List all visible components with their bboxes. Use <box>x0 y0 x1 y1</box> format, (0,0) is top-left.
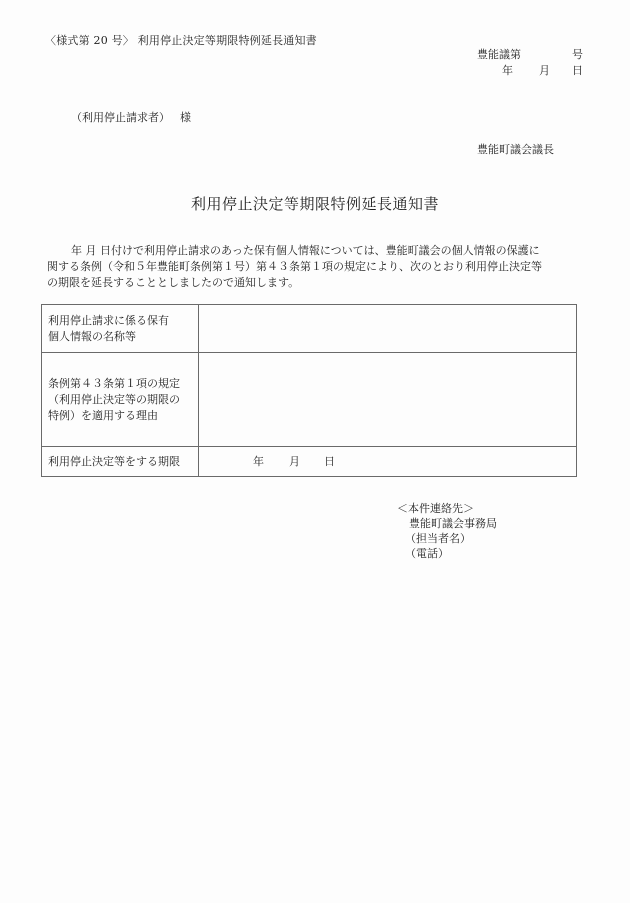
form-label: 〈様式第 20 号〉 利用停止決定等期限特例延長通知書 <box>45 34 317 47</box>
addressee-honorific: 様 <box>180 111 191 124</box>
contact-office: 豊能町議会事務局 <box>409 517 497 530</box>
body-line: 年 月 日付けで利用停止請求のあった保有個人情報については、豊能町議会の個人情報の保護に <box>71 244 540 257</box>
info-table <box>41 304 577 477</box>
sender: 豊能町議会議長 <box>477 143 554 156</box>
deadline-month: 月 <box>289 454 300 468</box>
date-year: 年 <box>502 64 513 77</box>
table-row <box>42 353 577 447</box>
contact-block <box>397 501 497 561</box>
body-line: 関する条例（令和５年豊能町条例第１号）第４３条第１項の規定により、次のとおり利用停止決定等 <box>47 260 542 273</box>
row-value-info-name[interactable] <box>199 305 577 353</box>
deadline-day: 日 <box>324 454 335 468</box>
body-line: の期限を延長することとしましたので通知します。 <box>47 276 300 289</box>
addressee <box>71 109 191 125</box>
contact-phone: （電話） <box>405 547 449 560</box>
row-label: 利用停止請求に係る保有 個人情報の名称等 <box>42 305 199 353</box>
row-label: 条例第４３条第１項の規定 （利用停止決定等の期限の 特例）を適用する理由 <box>42 353 199 447</box>
addressee-name: （利用停止請求者） <box>71 111 170 124</box>
row-value-deadline[interactable] <box>199 447 577 477</box>
deadline-year: 年 <box>253 454 264 468</box>
contact-person: （担当者名） <box>405 532 471 545</box>
doc-number-suffix: 号 <box>572 48 583 61</box>
date-month: 月 <box>539 64 550 77</box>
contact-heading: ＜本件連絡先＞ <box>397 502 474 515</box>
body-paragraph <box>47 243 582 291</box>
doc-number-prefix: 豊能議第 <box>477 48 521 61</box>
date-day: 日 <box>572 64 583 77</box>
row-label: 利用停止決定等をする期限 <box>42 447 199 477</box>
table-row <box>42 305 577 353</box>
document-title: 利用停止決定等期限特例延長通知書 <box>190 195 439 213</box>
row-value-reason[interactable] <box>199 353 577 447</box>
table-row <box>42 447 577 477</box>
